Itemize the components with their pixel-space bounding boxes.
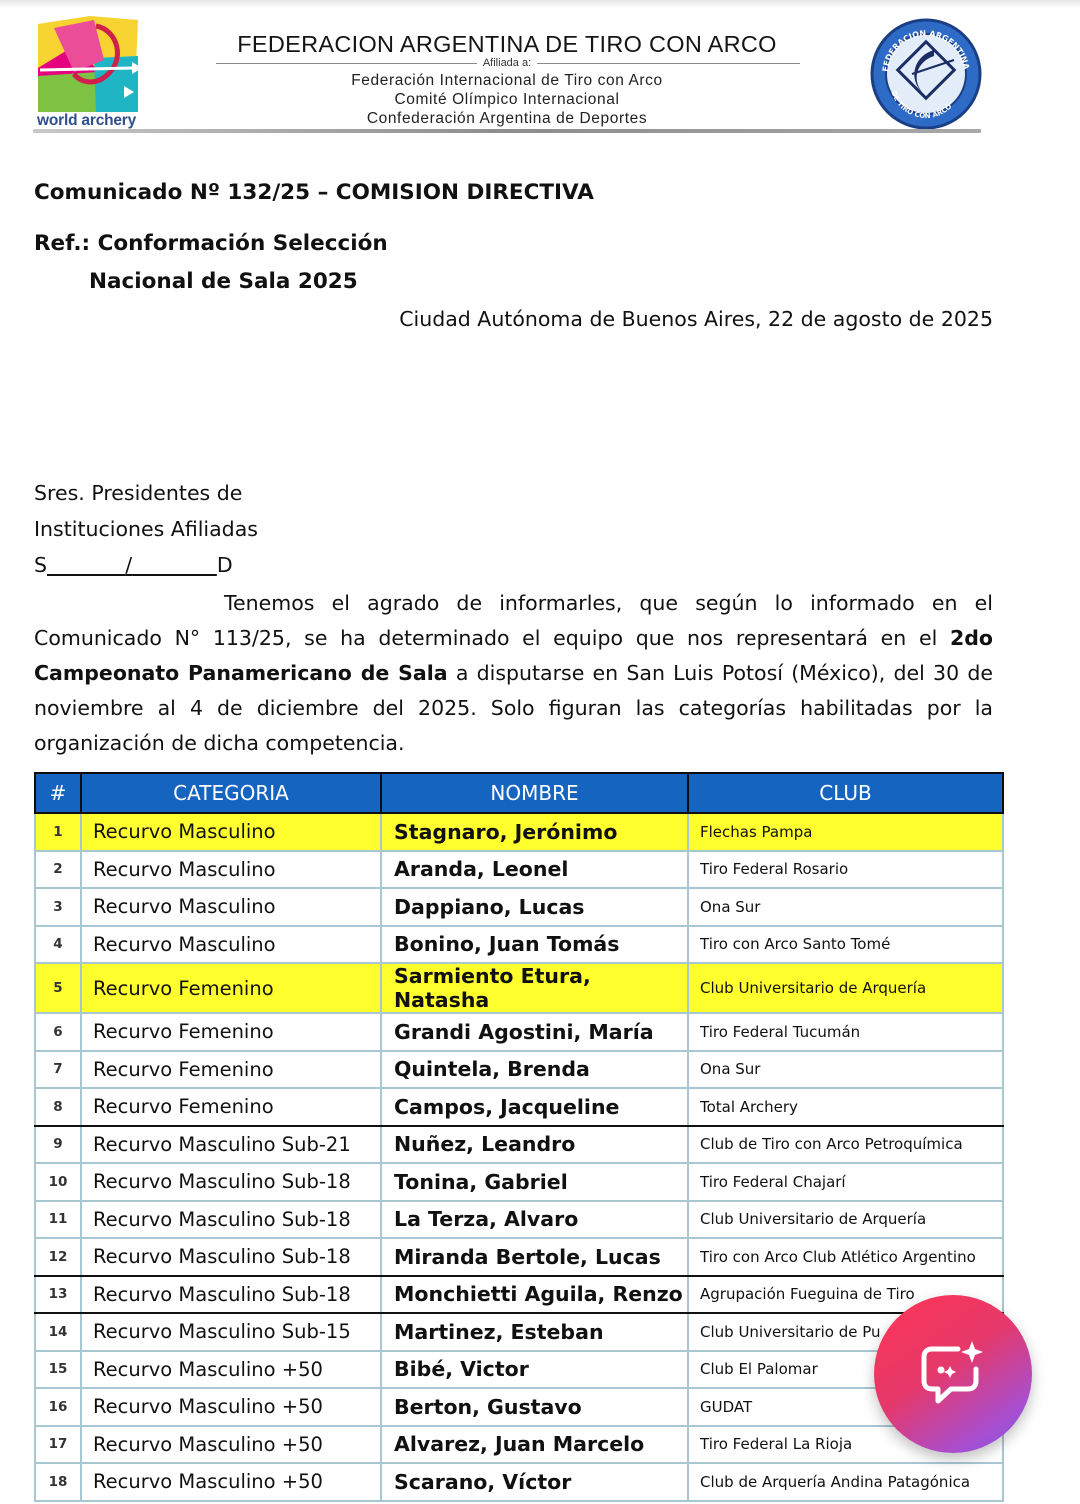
cell-club: Tiro Federal Rosario <box>688 851 1003 889</box>
cell-nombre: Stagnaro, Jerónimo <box>381 813 688 851</box>
cell-categoria: Recurvo Femenino <box>81 1013 381 1051</box>
cell-club: Club Universitario de Arquería <box>688 963 1003 1013</box>
cell-club: Ona Sur <box>688 1051 1003 1089</box>
cell-club: Tiro Federal La Rioja <box>688 1426 1003 1464</box>
cell-nombre: Campos, Jacqueline <box>381 1088 688 1126</box>
cell-categoria: Recurvo Femenino <box>81 1051 381 1089</box>
seal-text-top: FEDERACION ARGENTINA <box>881 28 971 73</box>
table-row <box>35 1238 1003 1276</box>
cell-nombre: Scarano, Víctor <box>381 1463 688 1501</box>
world-archery-wordmark: world archery <box>37 112 137 129</box>
table-row <box>35 888 1003 926</box>
cell-categoria: Recurvo Masculino Sub-18 <box>81 1201 381 1239</box>
cell-number: 9 <box>35 1126 81 1164</box>
affiliation-fita: Federación Internacional de Tiro con Arco <box>351 72 663 89</box>
cell-categoria: Recurvo Masculino <box>81 851 381 889</box>
affiliation-cad: Confederación Argentina de Deportes <box>366 110 648 127</box>
cell-nombre: Nuñez, Leandro <box>381 1126 688 1164</box>
col-header-nombre: NOMBRE <box>381 773 688 813</box>
cell-club: Tiro Federal Tucumán <box>688 1013 1003 1051</box>
col-header-categoria: CATEGORIA <box>81 773 381 813</box>
cell-club: Tiro con Arco Santo Tomé <box>688 926 1003 964</box>
body-text-2: a disputarse en San Luis Potosí (México), del 30 de noviembre al 4 de diciembre del 2025. Solo figuran las categorías habilitadas por la organización de dicha competencia. <box>34 661 993 755</box>
table-row <box>35 1313 1003 1351</box>
ai-chat-sparkle-icon <box>918 1339 988 1409</box>
cell-nombre: Tonina, Gabriel <box>381 1163 688 1201</box>
cell-number: 3 <box>35 888 81 926</box>
cell-nombre: Martinez, Esteban <box>381 1313 688 1351</box>
cell-number: 2 <box>35 851 81 889</box>
cell-categoria: Recurvo Masculino +50 <box>81 1426 381 1464</box>
body-paragraph <box>34 586 993 761</box>
ai-assistant-button[interactable] <box>874 1295 1032 1453</box>
cell-club: Club de Tiro con Arco Petroquímica <box>688 1126 1003 1164</box>
cell-categoria: Recurvo Masculino Sub-18 <box>81 1238 381 1276</box>
cell-categoria: Recurvo Masculino +50 <box>81 1463 381 1501</box>
team-roster-table <box>34 772 1004 1502</box>
cell-number: 8 <box>35 1088 81 1126</box>
cell-club: Club El Palomar <box>688 1351 1003 1389</box>
addressee-line-2: Instituciones Afiliadas <box>34 517 258 541</box>
cell-nombre: Grandi Agostini, María <box>381 1013 688 1051</box>
cell-number: 16 <box>35 1388 81 1426</box>
cell-number: 18 <box>35 1463 81 1501</box>
cell-club: GUDAT <box>688 1388 1003 1426</box>
cell-categoria: Recurvo Masculino <box>81 813 381 851</box>
cell-number: 1 <box>35 813 81 851</box>
seal-text-bottom: DE TIRO CON ARCO <box>889 89 954 121</box>
table-row <box>35 1276 1003 1314</box>
body-text-1: Tenemos el agrado de informarles, que según lo informado en el Comunicado N° 113/25, se ha determinado el equipo que nos representará en el <box>34 591 993 650</box>
cell-number: 6 <box>35 1013 81 1051</box>
cell-nombre: Berton, Gustavo <box>381 1388 688 1426</box>
cell-nombre: La Terza, Alvaro <box>381 1201 688 1239</box>
cell-categoria: Recurvo Masculino Sub-15 <box>81 1313 381 1351</box>
cell-categoria: Recurvo Masculino <box>81 888 381 926</box>
table-row <box>35 1013 1003 1051</box>
table-row <box>35 1126 1003 1164</box>
cell-nombre: Bibé, Victor <box>381 1351 688 1389</box>
cell-nombre: Alvarez, Juan Marcelo <box>381 1426 688 1464</box>
cell-categoria: Recurvo Masculino +50 <box>81 1388 381 1426</box>
cell-number: 17 <box>35 1426 81 1464</box>
table-row <box>35 851 1003 889</box>
salutation-sd: S / D <box>34 553 233 577</box>
top-shade <box>0 0 1080 8</box>
cell-club: Club de Arquería Andina Patagónica <box>688 1463 1003 1501</box>
cell-categoria: Recurvo Femenino <box>81 1088 381 1126</box>
cell-number: 7 <box>35 1051 81 1089</box>
cell-categoria: Recurvo Masculino Sub-21 <box>81 1126 381 1164</box>
table-row <box>35 1051 1003 1089</box>
cell-number: 11 <box>35 1201 81 1239</box>
cell-nombre: Dappiano, Lucas <box>381 888 688 926</box>
federation-title: FEDERACION ARGENTINA DE TIRO CON ARCO <box>237 31 777 57</box>
cell-categoria: Recurvo Masculino Sub-18 <box>81 1276 381 1314</box>
cell-number: 13 <box>35 1276 81 1314</box>
cell-nombre: Sarmiento Etura, Natasha <box>381 963 688 1013</box>
table-row <box>35 1351 1003 1389</box>
comunicado-title: Comunicado Nº 132/25 – COMISION DIRECTIVA <box>34 180 594 205</box>
reference-line-2: Nacional de Sala 2025 <box>89 269 358 294</box>
table-row <box>35 1201 1003 1239</box>
table-row <box>35 1088 1003 1126</box>
cell-club: Flechas Pampa <box>688 813 1003 851</box>
cell-nombre: Bonino, Juan Tomás <box>381 926 688 964</box>
table-header-row <box>35 773 1003 813</box>
cell-number: 4 <box>35 926 81 964</box>
cell-nombre: Monchietti Aguila, Renzo <box>381 1276 688 1314</box>
table-row <box>35 1388 1003 1426</box>
addressee-line-1: Sres. Presidentes de <box>34 481 243 505</box>
header-bar <box>33 129 981 133</box>
cell-club: Club Universitario de Arquería <box>688 1201 1003 1239</box>
table-row <box>35 963 1003 1013</box>
cell-number: 10 <box>35 1163 81 1201</box>
cell-club: Agrupación Fueguina de Tiro <box>688 1276 1003 1314</box>
cell-club: Total Archery <box>688 1088 1003 1126</box>
col-header-club: CLUB <box>688 773 1003 813</box>
table-row <box>35 1163 1003 1201</box>
cell-categoria: Recurvo Masculino Sub-18 <box>81 1163 381 1201</box>
cell-club: Tiro con Arco Club Atlético Argentino <box>688 1238 1003 1276</box>
table-row <box>35 813 1003 851</box>
cell-club: Tiro Federal Chajarí <box>688 1163 1003 1201</box>
table-row <box>35 1426 1003 1464</box>
cell-nombre: Quintela, Brenda <box>381 1051 688 1089</box>
affiliation-coi: Comité Olímpico Internacional <box>394 91 620 108</box>
table-row <box>35 926 1003 964</box>
cell-club: Ona Sur <box>688 888 1003 926</box>
body-event-name: 2do Campeonato Panamericano de Sala <box>34 626 993 685</box>
cell-number: 14 <box>35 1313 81 1351</box>
cell-club: Club Universitario de Pu <box>688 1313 1003 1351</box>
reference-line-1: Ref.: Conformación Selección <box>34 231 388 256</box>
cell-number: 12 <box>35 1238 81 1276</box>
date-place: Ciudad Autónoma de Buenos Aires, 22 de agosto de 2025 <box>399 307 993 331</box>
cell-nombre: Miranda Bertole, Lucas <box>381 1238 688 1276</box>
afiliada-label: Afiliada a: <box>150 57 864 69</box>
cell-number: 15 <box>35 1351 81 1389</box>
cell-categoria: Recurvo Masculino +50 <box>81 1351 381 1389</box>
federation-seal-logo <box>868 16 984 132</box>
cell-categoria: Recurvo Masculino <box>81 926 381 964</box>
col-header-num: # <box>35 773 81 813</box>
table-row <box>35 1463 1003 1501</box>
cell-nombre: Aranda, Leonel <box>381 851 688 889</box>
cell-categoria: Recurvo Femenino <box>81 963 381 1013</box>
cell-number: 5 <box>35 963 81 1013</box>
